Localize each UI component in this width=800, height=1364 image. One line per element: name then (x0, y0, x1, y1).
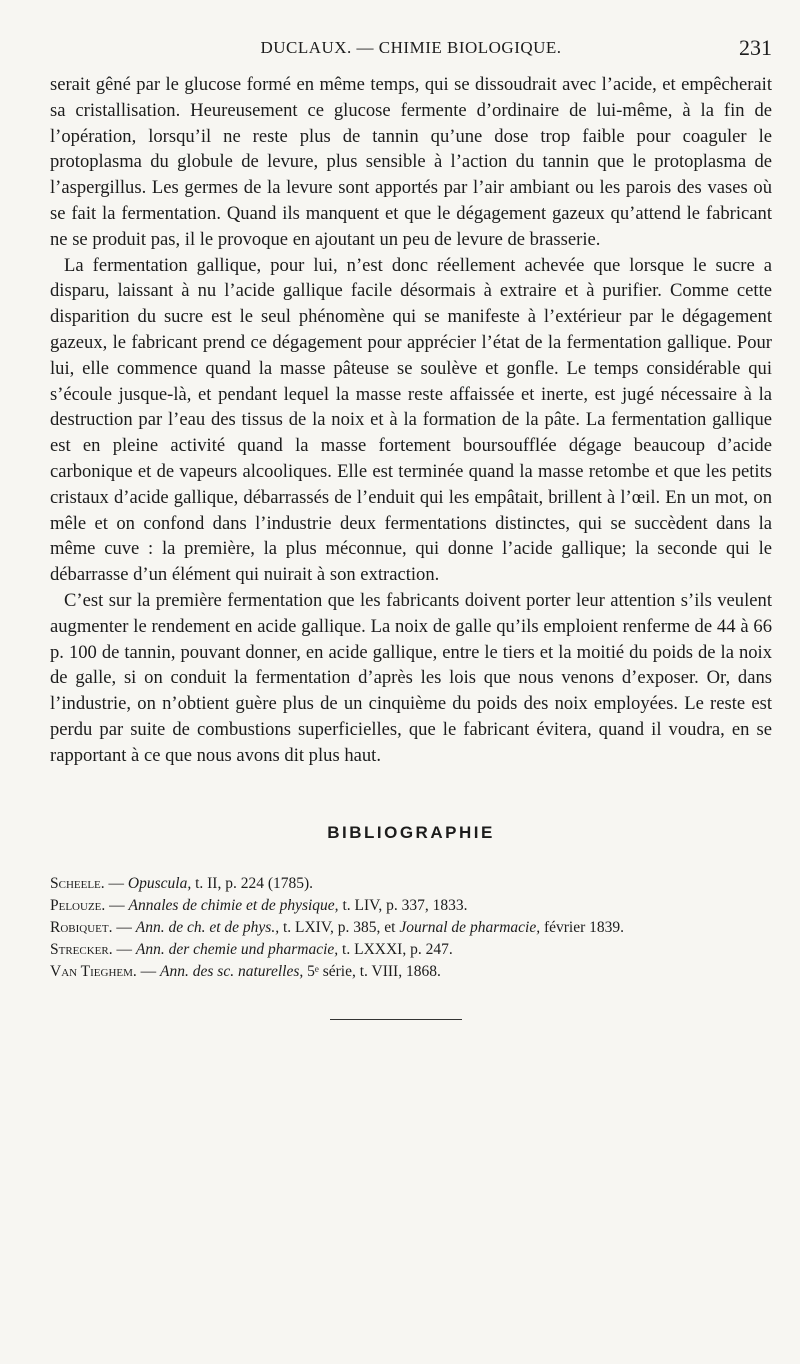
bibliography-heading: BIBLIOGRAPHIE (327, 822, 495, 842)
bib-work: Opuscula, (127, 874, 192, 892)
bibliography-list (50, 873, 772, 983)
running-title: DUCLAUX. — CHIMIE BIOLOGIQUE. (260, 38, 562, 57)
bib-work: Annales de chimie et de physique, (128, 896, 339, 914)
bib-details-secondary: février 1839. (540, 918, 625, 936)
bib-details: t. LIV, p. 337, 1833. (338, 896, 468, 914)
bibliography-entry: Robiquet. — Ann. de ch. et de phys., t. LXIV, p. 385, et Journal de pharmacie, février 1839. (50, 918, 625, 936)
bib-details: t. LXIV, p. 385, et (279, 918, 400, 936)
bib-author: Pelouze. (50, 896, 106, 914)
page-number: 231 (739, 35, 772, 60)
bib-author: Strecker. (50, 940, 113, 958)
bib-author: Van Tieghem. (50, 962, 137, 980)
bibliography-entry: Strecker. — Ann. der chemie und pharmacie, t. LXXXI, p. 247. (50, 940, 453, 958)
page-header (50, 35, 772, 72)
bib-work: Ann. de ch. et de phys., (135, 918, 280, 936)
paragraph: La fermentation gallique, pour lui, n’est donc réellement achevée que lorsque le sucre a disparu, laissant à nu l’acide gallique facile désormais à extraire et à purifier. Comme cette disparition du sucre est le seul phénomène qui se manifeste à l’extérieur par le dégagement gazeux, le fabricant prend ce dégagement pour apprécier l’état de la fermentation gallique. Pour lui, elle commence quand la masse pâteuse se soulève et gonfle. Le temps considérable qui s’écoule jusque-là, et pendant lequel la masse reste affaissée et inerte, est jugé nécessaire à la destruction par l’eau des tissus de la noix et à la formation de la pâte. La fermentation gallique est en pleine activité quand la masse fortement boursoufflée dégage beaucoup d’acide carbonique et de vapeurs alcooliques. Elle est terminée quand la masse retombe et que les petits cristaux d’acide gallique, débarrassés de l’enduit qui les empâtait, brillent à l’œil. En un mot, on mêle et on confond dans l’industrie deux fermentations distinctes, qui se succèdent dans la même cuve : la première, la plus méconnue, qui donne l’acide gallique; la seconde qui le débarrasse d’un élément qui nuirait à son extraction. (50, 254, 772, 586)
bib-work: Ann. des sc. naturelles, (160, 962, 304, 980)
paragraph: serait gêné par le glucose formé en même temps, qui se dissoudrait avec l’acide, et empêcherait sa cristallisation. Heureusement ce glucose fermente d’ordinaire de lui-même, à la fin de l’opération, lorsqu’il ne reste plus de tannin qu’une dose trop faible pour coaguler le protoplasma du globule de levure, plus sensible à l’action du tannin que le protoplasma de l’aspergillus. Les germes de la levure sont apportés par l’air ambiant ou les parois des vases où se fait la fermentation. Quand ils manquent et que le dégagement gazeux qu’attend le fabricant ne se produit pas, il le provoque en ajoutant un peu de levure de brasserie. (50, 74, 772, 250)
end-rule (330, 1019, 462, 1020)
body-text (50, 72, 772, 769)
bibliography-entry: Van Tieghem. — Ann. des sc. naturelles, 5ᵉ série, t. VIII, 1868. (50, 962, 441, 980)
paragraph: C’est sur la première fermentation que les fabricants doivent porter leur attention s’ils veulent augmenter le rendement en acide gallique. La noix de galle qu’ils emploient renferme de 44 à 66 p. 100 de tannin, pouvant donner, en acide gallique, entre le tiers et la moitié du poids de la noix de galle, si on conduit la fermentation d’après les lois que nous venons d’exposer. Or, dans l’industrie, on n’obtient guère plus de un cinquième du poids des noix employées. Le reste est perdu par suite de combustions superficielles, que le fabricant évitera, quand il voudra, en se rapportant à ce que nous avons dit plus haut. (50, 589, 772, 766)
bib-details: t. LXXXI, p. 247. (338, 940, 453, 958)
bib-details: t. II, p. 224 (1785). (191, 874, 314, 892)
bib-work-secondary: Journal de pharmacie, (399, 918, 541, 936)
bibliography-entry: Scheele. — Opuscula, t. II, p. 224 (1785). (50, 874, 314, 892)
bib-work: Ann. der chemie und pharmacie, (135, 940, 339, 958)
bibliography-entry: Pelouze. — Annales de chimie et de physique, t. LIV, p. 337, 1833. (50, 896, 468, 914)
bib-author: Scheele. (50, 874, 105, 892)
bib-author: Robiquet. (50, 918, 113, 936)
bib-details: 5ᵉ série, t. VIII, 1868. (303, 962, 441, 980)
